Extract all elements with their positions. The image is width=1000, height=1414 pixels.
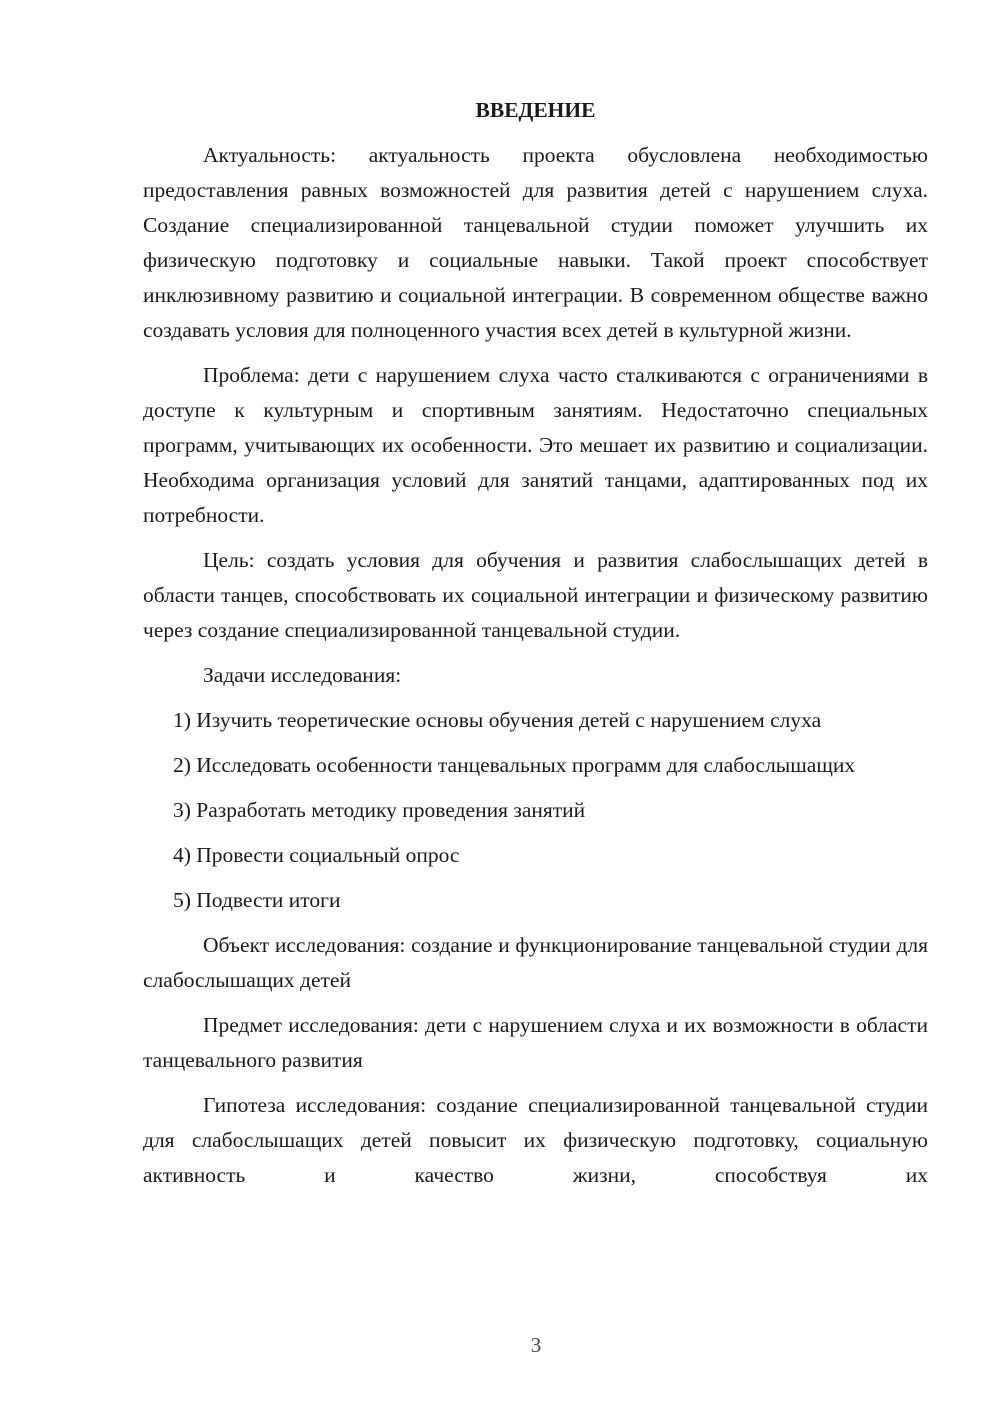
page-number: 3 (530, 1333, 542, 1357)
task-item-2: 2) Исследовать особенности танцевальных программ для слабослышащих (173, 753, 856, 777)
tasks-heading: Задачи исследования: (203, 663, 402, 687)
problem-paragraph: Проблема: дети с нарушением слуха часто сталкиваются с ограничениями в доступе к культурным и спортивным занятиям. Недостаточно специальных программ, учитывающих их особенности. Это мешает их развитию и социализации. Необходима организация условий для занятий танцами, адаптированных под их потребности. (143, 363, 928, 527)
object-paragraph: Объект исследования: создание и функционирование танцевальной студии для слабослышащих детей (143, 933, 928, 992)
hypothesis-paragraph: Гипотеза исследования: создание специализированной танцевальной студии для слабослышащих детей повысит их физическую подготовку, социальную активность и качество жизни, способствуя их (143, 1093, 928, 1187)
subject-paragraph: Предмет исследования: дети с нарушением слуха и их возможности в области танцевального развития (143, 1013, 928, 1072)
document-page (143, 93, 928, 1203)
task-item-4: 4) Провести социальный опрос (173, 843, 460, 867)
task-item-3: 3) Разработать методику проведения занятий (173, 798, 586, 822)
page-title: ВВЕДЕНИЕ (475, 98, 596, 122)
task-item-1: 1) Изучить теоретические основы обучения детей с нарушением слуха (173, 708, 822, 732)
goal-paragraph: Цель: создать условия для обучения и развития слабослышащих детей в области танцев, способствовать их социальной интеграции и физическому развитию через создание специализированной танцевальной студии. (143, 548, 928, 642)
relevance-paragraph: Актуальность: актуальность проекта обусловлена необходимостью предоставления равных возможностей для развития детей с нарушением слуха. Создание специализированной танцевальной студии поможет улучшить их физическую подготовку и социальные навыки. Такой проект способствует инклюзивному развитию и социальной интеграции. В современном обществе важно создавать условия для полноценного участия всех детей в культурной жизни. (143, 143, 928, 342)
task-item-5: 5) Подвести итоги (173, 888, 341, 912)
